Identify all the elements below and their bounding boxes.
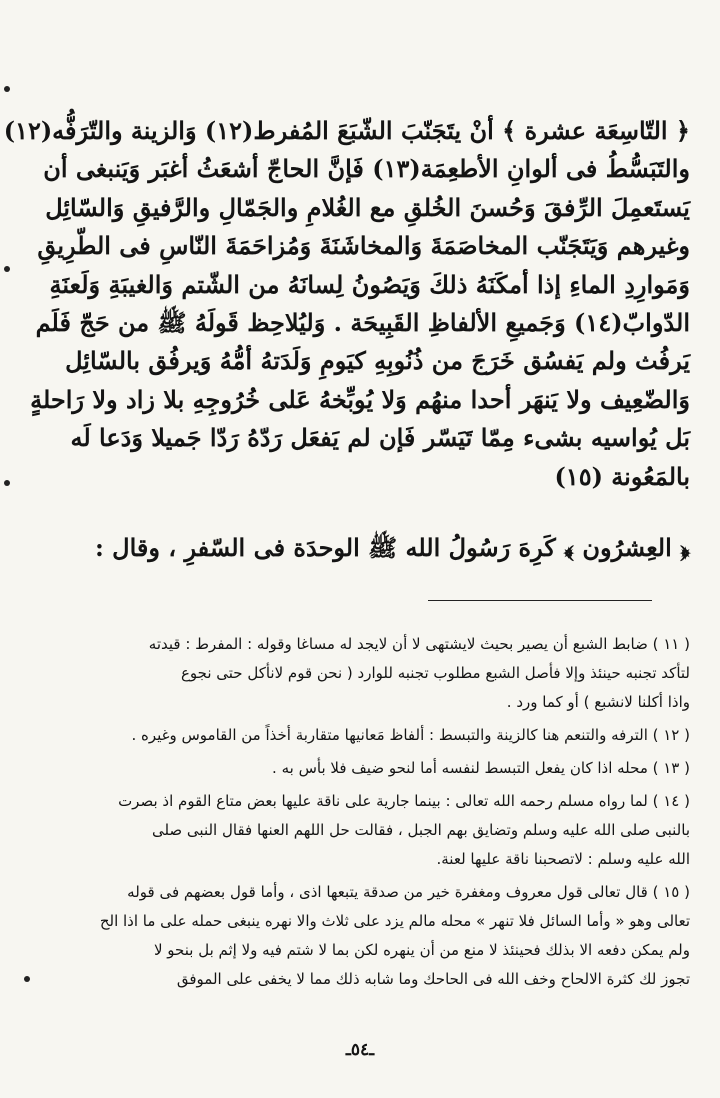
margin-dot: [4, 266, 10, 272]
footnote-12: [30, 721, 690, 750]
text-line: الدّوابّ(١٤) وَجَميعِ الألفاظِ القَبِيحَة . وَليُلاحِظ قَولَهُ ﷺ من حَجّ فَلَم: [35, 308, 690, 338]
margin-dot: [4, 86, 10, 92]
text-line: بالمَعُونة (١٥): [554, 461, 690, 491]
footnote-line: ( ١٣ ) محله اذا كان يفعل التبسط لنفسه أما لنحو ضيف فلا بأس به .: [272, 759, 690, 777]
footnote-15: [30, 878, 690, 994]
text-line: وَمَوارِدِ الماءِ إذا أمكَنَهُ ذلكَ وَيَصُونُ لِسانَهُ من الشّتم وَالغيبَةِ وَلَعنَةِ: [49, 269, 690, 299]
footnote-line: ولم يمكن دفعه الا بذلك فحينئذ لا منع من أن ينهره لكن بما لا شتم فيه ولا إثم بل بنحو لا: [153, 941, 690, 959]
main-text: [3, 112, 690, 496]
footnote-line: ( ١١ ) ضابط الشبع أن يصير بحيث لايشتهى لا أن لايجد له مساغا وقوله : المفرط : قيدته: [148, 635, 690, 653]
footnotes: [30, 630, 690, 998]
text-line: بَل يُواسيه بشىء مِمّا تَيَسّر فَإن لم يَفعَل رَدّهُ رَدّا جَميلا وَدَعا لَه: [70, 423, 690, 453]
footnote-line: ( ١٤ ) لما رواه مسلم رحمه الله تعالى : بينما جارية على ناقة عليها بعض متاع القوم اذ بصرت: [118, 792, 690, 810]
footnote-line: تجوز لك كثرة الالحاح وخف الله فى الحاحك وما شابه ذلك مما لا يخفى على الموفق: [176, 970, 690, 988]
footnote-14: [30, 787, 690, 874]
footnote-line: واذا أكلنا لانشبع ) أو كما ورد .: [506, 693, 690, 711]
footnote-13: [30, 754, 690, 783]
text-line: يَستَعمِلَ الرِّفقَ وَحُسنَ الخُلقِ مع الغُلامِ والجَمّالِ والرَّفيقِ وَالسّائِل: [45, 192, 690, 222]
text-line: ﴿ التّاسِعَة عشرة ﴾ أنْ يتَجَنّبَ الشّبَعَ المُفرط(١٢) وَالزينة والتّرَفُّه(١٢): [3, 116, 690, 145]
footnote-line: تعالى وهو « وأما السائل فلا تنهر » محله مالم يزد على ثلاث والا نهره ينبغى حمله على ما اذا الح: [99, 912, 690, 930]
footnote-line: الله عليه وسلم : لاتصحبنا ناقة عليها لعنة.: [436, 850, 690, 868]
text-line: يَرفُث ولم يَفسُق خَرَجَ من ذُنُوبِهِ كيَومِ وَلَدَتهُ أمُّهُ وَيرفُق بالسّائِل: [65, 346, 690, 376]
footnote-line: ( ١٢ ) الترفه والتنعم هنا كالزينة والتبسط : ألفاظ مَعانيها متقاربة أخذاً من القاموس وغيره .: [131, 726, 690, 744]
footnote-line: لتأكد تجنبه حينئذ وإلا فأصل الشبع مطلوب تجنبه للوارد ( نحن قوم لانأكل حتى نجوع: [180, 664, 690, 682]
text-line: وغيرهم وَيَتَجَنّب المخاصَمَةَ وَالمخاشَنَةَ وَمُزاحَمَةَ النّاسِ فى الطّرِيقِ: [37, 231, 690, 261]
footnote-divider: [428, 600, 652, 601]
footnote-11: [30, 630, 690, 717]
footnote-line: ( ١٥ ) قال تعالى قول معروف ومغفرة خير من صدقة يتبعها اذى ، وأما قول بعضهم فى قوله: [127, 883, 690, 901]
text-line: والتَبَسُّطُ فى ألوانِ الأطعِمَة(١٣) فَإنَّ الحاجّ أشعَثُ أغبَر وَيَنبغى أن: [43, 154, 690, 184]
margin-dot: [4, 480, 10, 486]
page-number: ـ٥٤ـ: [345, 1040, 375, 1060]
text-line: وَالضّعِيف ولا يَنهَر أحدا منهُم وَلا يُوبِّخهُ عَلى خُرُوجِهِ بلا زاد ولا رَاحلةٍ: [30, 384, 690, 414]
section-heading: ﴿ العِشرُون ﴾ كَرِهَ رَسُولُ الله ﷺ الوحدَة فى السّفرِ ، وقال :: [94, 533, 690, 562]
footnote-line: بالنبى صلى الله عليه وسلم وتضايق بهم الجبل ، فقالت حل اللهم العنها فقال النبى صلى: [151, 821, 690, 839]
